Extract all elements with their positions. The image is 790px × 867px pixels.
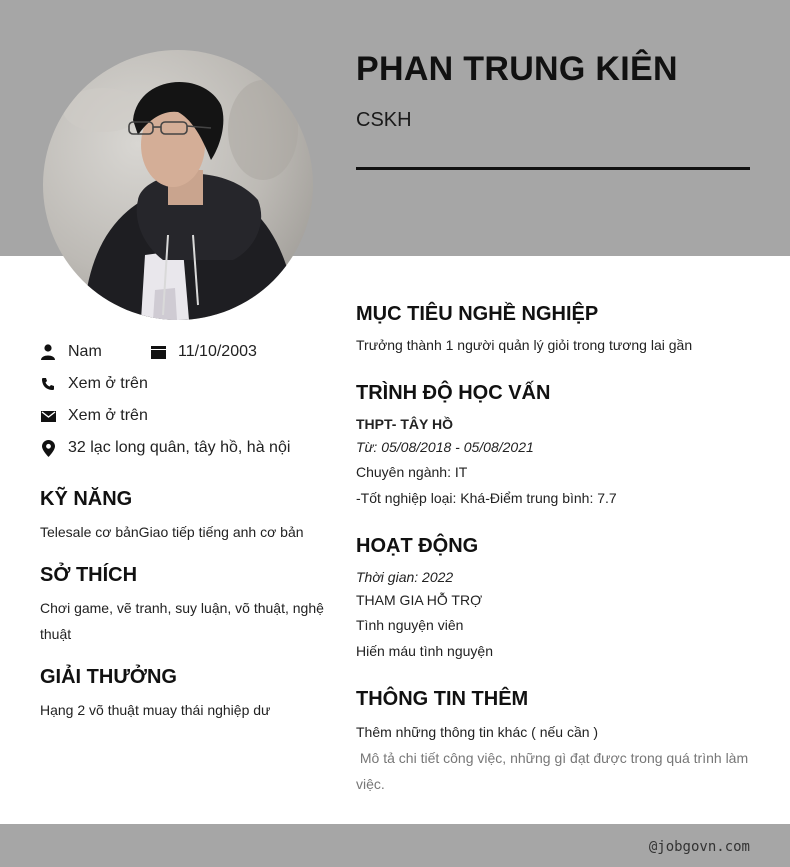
skills-title: KỸ NĂNG <box>40 488 133 510</box>
birthday-value: 11/10/2003 <box>178 343 257 360</box>
info-birthday <box>150 343 257 361</box>
hobbies-title: SỞ THÍCH <box>40 564 138 586</box>
awards-title: GIẢI THƯỞNG <box>40 666 177 688</box>
education-major: Chuyên ngành: IT <box>356 464 468 480</box>
hobbies-line-2: thuật <box>40 626 72 642</box>
activities-line-3: Hiến máu tình nguyện <box>356 643 493 659</box>
person-icon <box>40 344 56 360</box>
skills-text: Telesale cơ bảnGiao tiếp tiếng anh cơ bản <box>40 524 304 540</box>
education-result: -Tốt nghiệp loại: Khá-Điểm trung bình: 7.7 <box>356 490 617 506</box>
calendar-icon <box>150 344 166 360</box>
awards-text: Hạng 2 võ thuật muay thái nghiệp dư <box>40 702 271 718</box>
address-value: 32 lạc long quân, tây hồ, hà nội <box>68 439 291 456</box>
objective-text: Trưởng thành 1 người quản lý giỏi trong tương lai gần <box>356 337 693 353</box>
hobbies-line-1: Chơi game, vẽ tranh, suy luận, võ thuật, nghệ <box>40 600 324 616</box>
activities-period: Thời gian: 2022 <box>356 569 454 585</box>
activities-line-1: THAM GIA HỖ TRỢ <box>356 592 483 608</box>
profile-job-title: CSKH <box>356 109 412 131</box>
info-phone <box>40 375 148 393</box>
info-email <box>40 407 148 425</box>
education-period: Từ: 05/08/2018 - 05/08/2021 <box>356 439 534 455</box>
education-title: TRÌNH ĐỘ HỌC VẤN <box>356 382 551 404</box>
footer-band <box>0 824 790 867</box>
profile-photo-illustration <box>43 50 313 320</box>
phone-value: Xem ở trên <box>68 375 148 392</box>
extra-line-2: Mô tả chi tiết công việc, những gì đạt được trong quá trình làm <box>356 750 749 766</box>
objective-title: MỤC TIÊU NGHỀ NGHIỆP <box>356 303 599 325</box>
gender-value: Nam <box>68 343 102 360</box>
phone-icon <box>40 376 56 392</box>
extra-line-3: việc. <box>356 776 385 792</box>
email-value: Xem ở trên <box>68 407 148 424</box>
extra-title: THÔNG TIN THÊM <box>356 688 529 710</box>
profile-name: PHAN TRUNG KIÊN <box>356 50 678 88</box>
footer-brand: @jobgovn.com <box>648 839 750 855</box>
info-address <box>40 439 290 457</box>
activities-line-2: Tình nguyện viên <box>356 617 464 633</box>
title-divider <box>356 167 750 170</box>
info-gender <box>40 343 102 361</box>
extra-line-1: Thêm những thông tin khác ( nếu cần ) <box>356 724 599 740</box>
location-pin-icon <box>40 440 56 456</box>
mail-icon <box>40 408 56 424</box>
education-school: THPT- TÂY HỒ <box>356 416 453 432</box>
profile-photo <box>43 50 313 320</box>
activities-title: HOẠT ĐỘNG <box>356 535 479 557</box>
